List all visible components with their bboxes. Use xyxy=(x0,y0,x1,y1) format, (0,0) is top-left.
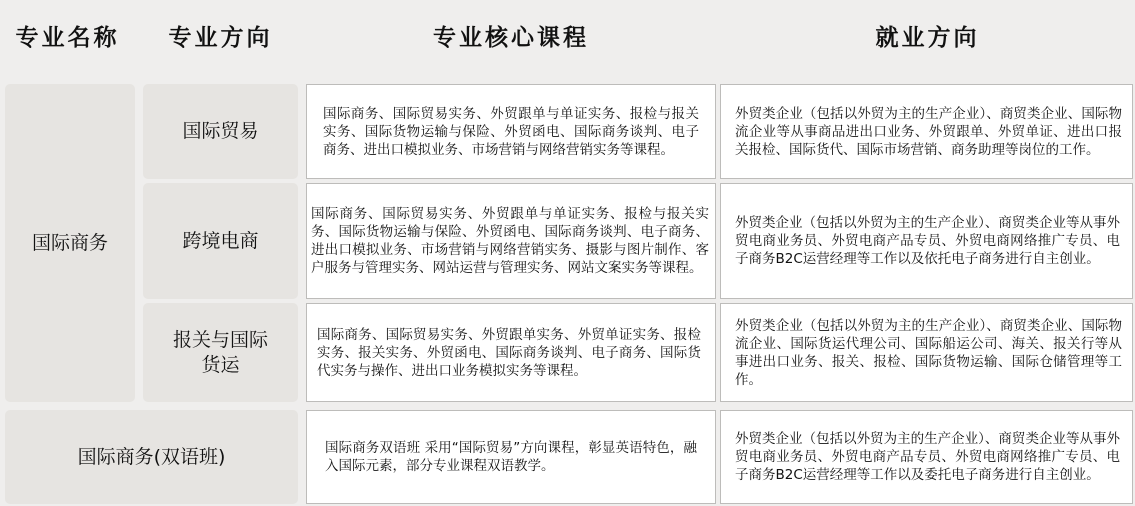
direction-name: 报关与国际货运 xyxy=(173,328,269,376)
employment-international-trade xyxy=(720,84,1133,179)
employment-bilingual-class xyxy=(720,410,1133,504)
direction-name: 跨境电商 xyxy=(182,229,259,252)
courses-international-trade xyxy=(306,84,716,179)
major-name: 国际商务 xyxy=(31,231,108,254)
major-name: 国际商务(双语班) xyxy=(77,445,226,468)
major-bilingual-class xyxy=(5,410,298,504)
direction-cross-border-ecommerce xyxy=(143,183,298,299)
major-international-business xyxy=(5,84,135,402)
header-major-name: 专业名称 xyxy=(15,25,120,51)
direction-customs-freight xyxy=(143,303,298,402)
courses-text: 国际商务、国际贸易实务、外贸跟单实务、外贸单证实务、报检实务、报关实务、外贸函电、国际商务谈判、电子商务、国际货代实务与操作、进出口业务模拟实务等课程。 xyxy=(317,326,701,379)
courses-customs-freight xyxy=(306,303,716,402)
header-employment: 就业方向 xyxy=(875,25,980,51)
header-core-courses: 专业核心课程 xyxy=(433,25,589,51)
courses-text: 国际商务、国际贸易实务、外贸跟单与单证实务、报检与报关实务、国际货物运输与保险、外贸函电、国际商务谈判、电子商务、进出口模拟业务、市场营销与网络营销实务、摄影与图片制作、客户服务与管理实务、网站运营与管理实务、网站文案实务等课程。 xyxy=(311,206,709,276)
courses-cross-border-ecommerce xyxy=(306,183,716,299)
courses-text: 国际商务双语班 采用“国际贸易”方向课程，彰显英语特色，融入国际元素，部分专业课程双语教学。 xyxy=(325,440,697,474)
employment-text: 外贸类企业（包括以外贸为主的生产企业）、商贸类企业等从事外贸电商业务员、外贸电商产品专员、外贸电商网络推广专员、电子商务B2C运营经理等工作以及委托电子商务进行自主创业。 xyxy=(735,431,1120,483)
header-major-direction: 专业方向 xyxy=(168,25,273,51)
direction-international-trade xyxy=(143,84,298,179)
employment-cross-border-ecommerce xyxy=(720,183,1133,299)
direction-name: 国际贸易 xyxy=(182,120,259,142)
courses-bilingual-class xyxy=(306,410,716,504)
courses-text: 国际商务、国际贸易实务、外贸跟单与单证实务、报检与报关实务、国际货物运输与保险、外贸函电、国际商务谈判、电子商务、进出口模拟业务、市场营销与网络营销实务等课程。 xyxy=(323,105,699,158)
employment-text: 外贸类企业（包括以外贸为主的生产企业）、商贸类企业、国际物流企业、国际货运代理公司、国际船运公司、海关、报关行等从事进出口业务、报关、报检、国际货物运输、国际仓储管理等工作。 xyxy=(735,317,1122,388)
employment-customs-freight xyxy=(720,303,1133,402)
employment-text: 外贸类企业（包括以外贸为主的生产企业）、商贸类企业等从事外贸电商业务员、外贸电商产品专员、外贸电商网络推广专员、电子商务B2C运营经理等工作以及依托电子商务进行自主创业。 xyxy=(735,215,1120,267)
employment-text: 外贸类企业（包括以外贸为主的生产企业）、商贸类企业、国际物流企业等从事商品进出口业务、外贸跟单、外贸单证、进出口报关报检、国际货代、国际市场营销、商务助理等岗位的工作。 xyxy=(735,105,1122,158)
